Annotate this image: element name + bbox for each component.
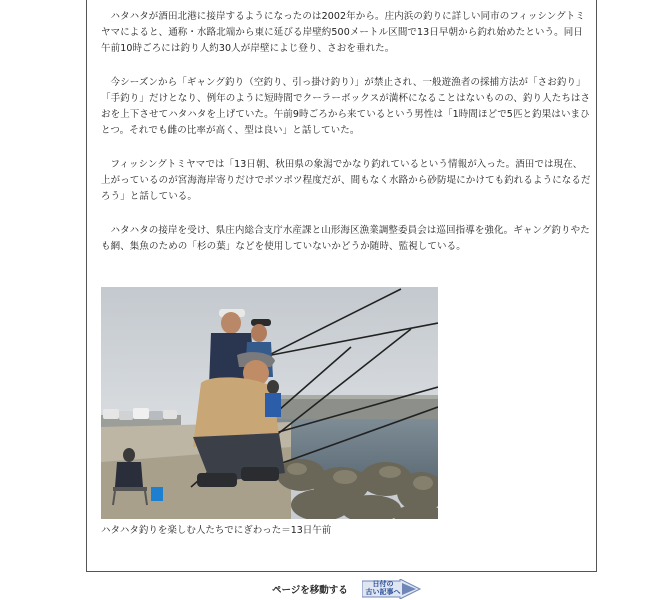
article-paragraph-1: ハタハタが酒田北港に接岸するようになったのは2002年から。庄内浜の釣りに詳しい同市のフィッシングトミヤマによると、通称・水路北端から東に延びる岸壁約500メートル区間で13日早朝から釣れ始めたという。同日午前10時ごろには釣り人約30人が岸壁によじ登り、さおを垂れた。: [101, 11, 585, 54]
older-articles-label: [364, 580, 402, 596]
older-articles-button[interactable]: [362, 579, 422, 599]
article-paragraph-2: 今シーズンから「ギャング釣り（空釣り、引っ掛け釣り）」が禁止され、一般遊漁者の採捕方法が「さお釣り」「手釣り」だけとなり、例年のように短時間でクーラーボックスが満杯になることはないものの、釣り人たちはさおを上下させてハタハタを上げていた。午前9時ごろから来ているという男性は「1時間ほどで5匹と釣果はいまひとつ。それでも雌の比率が高く、型は良い」と話していた。: [101, 77, 591, 136]
pager-label: ページを移動する: [272, 585, 348, 596]
older-articles-label-line2: 古い記事へ: [365, 588, 401, 596]
article-container: [86, 0, 597, 572]
photo-caption: ハタハタ釣りを楽しむ人たちでにぎわった＝13日午前: [101, 525, 332, 536]
article-paragraph-4: ハタハタの接岸を受け、県庄内総合支庁水産課と山形海区漁業調整委員会は巡回指導を強化。ギャング釣りやたも網、集魚のための「杉の葉」などを使用していないかどうか随時、監視している。: [101, 225, 590, 252]
pager: [0, 578, 672, 598]
article-photo: [101, 287, 438, 519]
article-paragraph-3: フィッシングトミヤマでは「13日朝、秋田県の象潟でかなり釣れているという情報が入った。酒田では現在、上がっているのが宮海海岸寄りだけでポツポツ程度だが、間もなく水路から砂防堤にかけても釣れるようになるだろう」と話している。: [101, 159, 591, 202]
article-body: [101, 9, 591, 273]
fishing-scene-illustration: [101, 287, 438, 519]
older-articles-label-line1: 日付の: [372, 580, 394, 588]
